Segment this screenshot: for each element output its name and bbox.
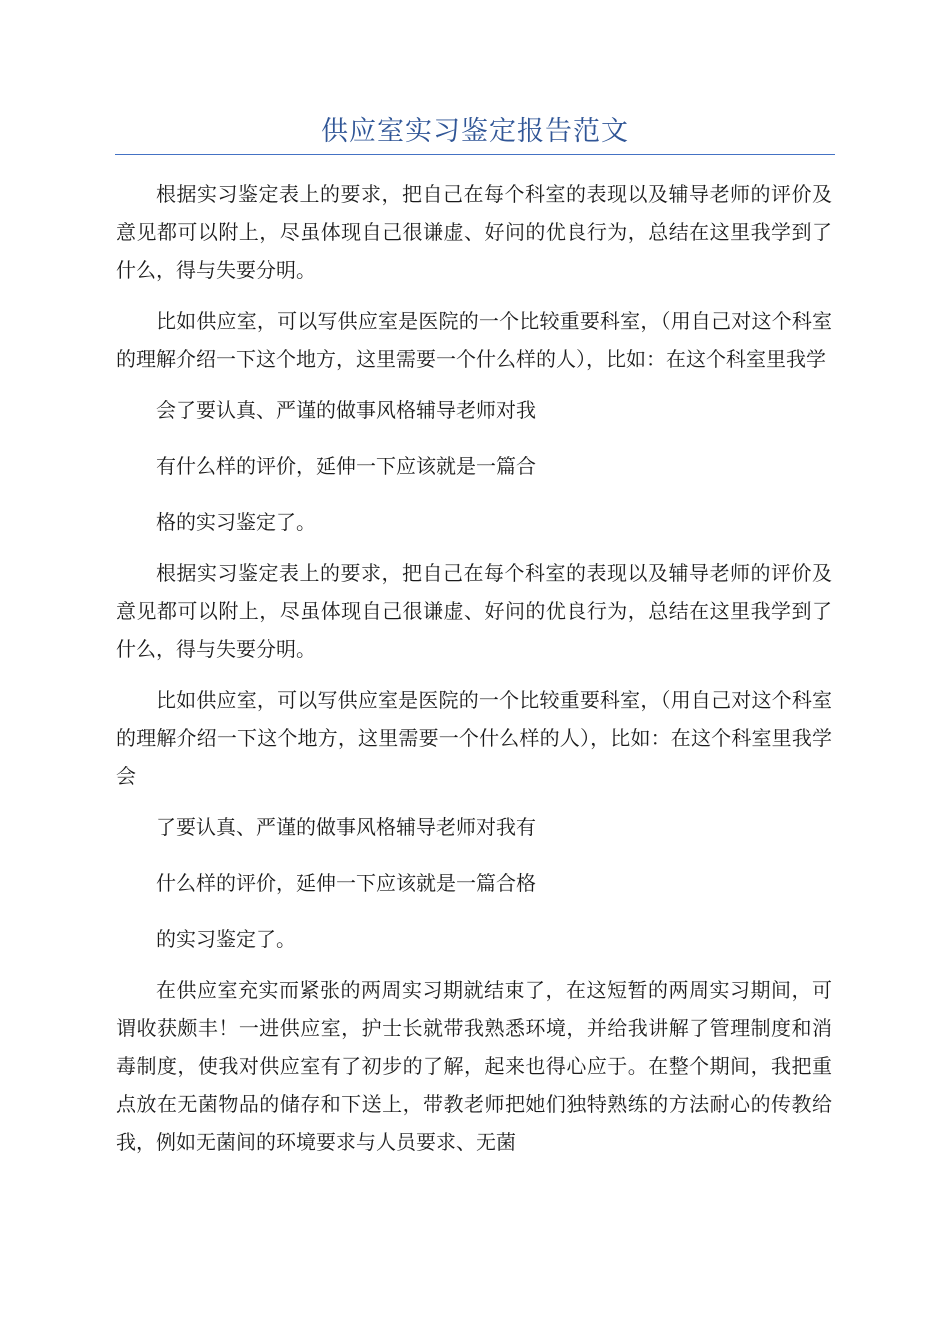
- document-title: 供应室实习鉴定报告范文: [321, 116, 629, 147]
- title-underline: [115, 154, 835, 155]
- paragraph: 的实习鉴定了。: [156, 927, 296, 951]
- paragraph: 比如供应室，可以写供应室是医院的一个比较重要科室，（用自己对这个科室的理解介绍一下这个地方，这里需要一个什么样的人），比如：在这个科室里我学会: [116, 688, 832, 788]
- paragraph: 会了要认真、严谨的做事风格辅导老师对我: [156, 398, 536, 422]
- paragraph: 了要认真、严谨的做事风格辅导老师对我有: [156, 815, 536, 839]
- paragraph: 什么样的评价，延伸一下应该就是一篇合格: [156, 871, 536, 895]
- paragraph: 在供应室充实而紧张的两周实习期就结束了，在这短暂的两周实习期间，可谓收获颇丰！一进供应室，护士长就带我熟悉环境，并给我讲解了管理制度和消毒制度，使我对供应室有了初步的了解，起来也得心应于。在整个期间，我把重点放在无菌物品的储存和下送上，带教老师把她们独特熟练的方法耐心的传教给我，例如无菌间的环境要求与人员要求、无菌: [116, 978, 832, 1154]
- paragraph: 有什么样的评价，延伸一下应该就是一篇合: [156, 454, 536, 478]
- paragraph: 根据实习鉴定表上的要求，把自己在每个科室的表现以及辅导老师的评价及意见都可以附上，尽虽体现自己很谦虚、好问的优良行为，总结在这里我学到了什么，得与失要分明。: [116, 182, 832, 282]
- document-body: [116, 175, 832, 1174]
- paragraph: 比如供应室，可以写供应室是医院的一个比较重要科室，（用自己对这个科室的理解介绍一下这个地方，这里需要一个什么样的人），比如：在这个科室里我学: [116, 309, 832, 371]
- paragraph: 格的实习鉴定了。: [156, 510, 316, 534]
- paragraph: 根据实习鉴定表上的要求，把自己在每个科室的表现以及辅导老师的评价及意见都可以附上，尽虽体现自己很谦虚、好问的优良行为，总结在这里我学到了什么，得与失要分明。: [116, 561, 832, 661]
